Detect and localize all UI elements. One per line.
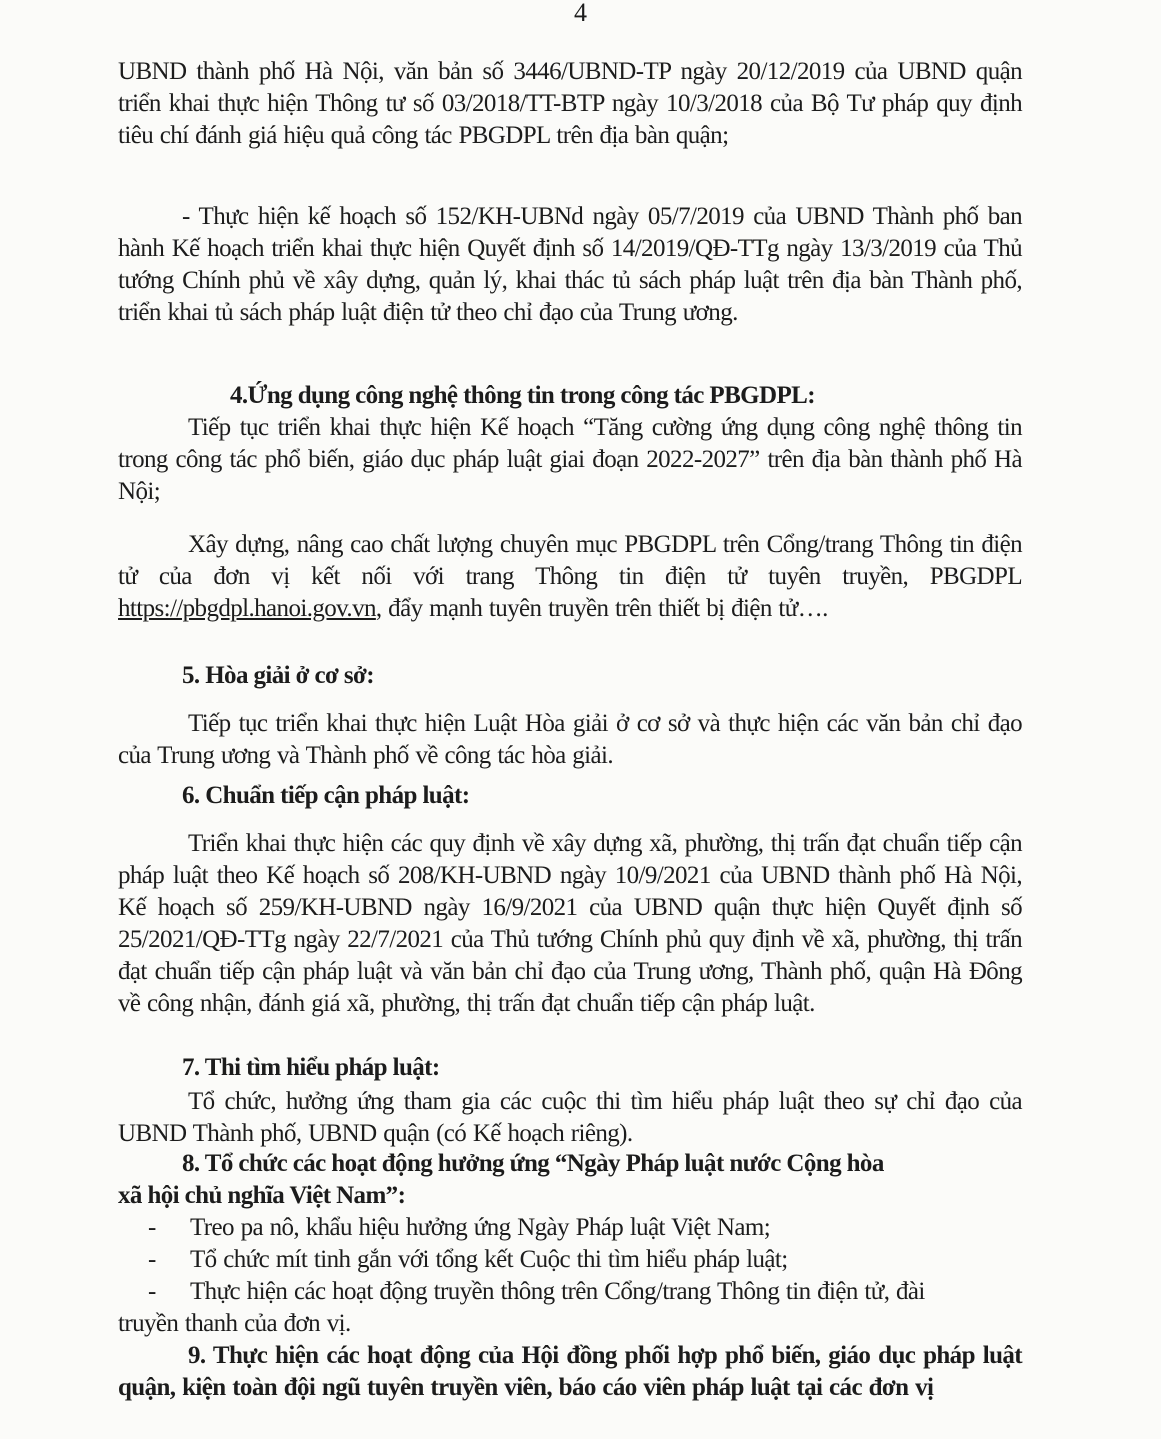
section-4-heading: 4.Ứng dụng công nghệ thông tin trong công tác PBGDPL:	[230, 382, 815, 409]
section-4-paragraph-2-after: , đẩy mạnh tuyên truyền trên thiết bị điện tử….	[375, 595, 828, 622]
section-9-heading-text: 9. Thực hiện các hoạt động của Hội đồng phối hợp phổ biến, giáo dục pháp luật quận, kiện toàn đội ngũ tuyên truyền viên, báo cáo viên pháp luật tại các đơn vị	[118, 1342, 1022, 1401]
section-5-heading: 5. Hòa giải ở cơ sở:	[182, 662, 375, 689]
section-5-paragraph-1-text: Tiếp tục triển khai thực hiện Luật Hòa giải ở cơ sở và thực hiện các văn bản chỉ đạo của Trung ương và Thành phố về công tác hòa giải.	[118, 710, 1022, 769]
paragraph-intro-text: UBND thành phố Hà Nội, văn bản số 3446/UBND-TP ngày 20/12/2019 của UBND quận triển khai thực hiện Thông tư số 03/2018/TT-BTP ngày 10/3/2018 của Bộ Tư pháp quy định tiêu chí đánh giá hiệu quả công tác PBGDPL trên địa bàn quận;	[118, 58, 1022, 149]
section-7-paragraph-1-text: Tổ chức, hưởng ứng tham gia các cuộc thi tìm hiểu pháp luật theo sự chỉ đạo của UBND Thành phố, UBND quận (có Kế hoạch riêng).	[118, 1088, 1022, 1147]
section-4-paragraph-2	[118, 529, 1022, 625]
section-6-heading: 6. Chuẩn tiếp cận pháp luật:	[182, 782, 470, 809]
bullet-item-continuation: truyền thanh của đơn vị.	[118, 1310, 351, 1337]
section-6-paragraph-1	[118, 828, 1022, 1020]
bullet-dash: -	[148, 1246, 156, 1273]
paragraph-plan-152	[118, 201, 1022, 329]
section-9-heading	[118, 1340, 1022, 1404]
bullet-dash: -	[148, 1214, 156, 1241]
bullet-item	[118, 1276, 1022, 1308]
paragraph-intro	[118, 56, 1022, 152]
section-8-heading-line-1: 8. Tổ chức các hoạt động hưởng ứng “Ngày Pháp luật nước Cộng hòa	[182, 1150, 884, 1177]
pbgdpl-website-link[interactable]: https://pbgdpl.hanoi.gov.vn	[118, 595, 376, 622]
bullet-item-text: Treo pa nô, khẩu hiệu hưởng ứng Ngày Pháp luật Việt Nam;	[190, 1214, 771, 1241]
paragraph-plan-152-text: - Thực hiện kế hoạch số 152/KH-UBNd ngày 05/7/2019 của UBND Thành phố ban hành Kế hoạch triển khai thực hiện Quyết định số 14/2019/QĐ-TTg ngày 13/3/2019 của Thủ tướng Chính phủ về xây dựng, quản lý, khai thác tủ sách pháp luật trên địa bàn Thành phố, triển khai tủ sách pháp luật điện tử theo chỉ đạo của Trung ương.	[118, 203, 1022, 326]
bullet-item-text: Thực hiện các hoạt động truyền thông trên Cổng/trang Thông tin điện tử, đài	[190, 1278, 925, 1305]
bullet-item	[118, 1244, 1022, 1276]
section-7-paragraph-1	[118, 1086, 1022, 1150]
section-4-paragraph-2-before: Xây dựng, nâng cao chất lượng chuyên mục PBGDPL trên Cổng/trang Thông tin điện tử của đơn vị kết nối với trang Thông tin điện tử tuyên truyền, PBGDPL	[118, 531, 1022, 590]
section-8-heading-line-2: xã hội chủ nghĩa Việt Nam”:	[118, 1182, 406, 1209]
bullet-item-text: Tổ chức mít tinh gắn với tổng kết Cuộc thi tìm hiểu pháp luật;	[190, 1246, 788, 1273]
bullet-dash: -	[148, 1278, 156, 1305]
section-8-bullet-list	[118, 1212, 1022, 1340]
section-4-paragraph-1-text: Tiếp tục triển khai thực hiện Kế hoạch “Tăng cường ứng dụng công nghệ thông tin trong công tác phổ biến, giáo dục pháp luật giai đoạn 2022-2027” trên địa bàn thành phố Hà Nội;	[118, 414, 1022, 505]
section-4-paragraph-1	[118, 412, 1022, 508]
bullet-item	[118, 1212, 1022, 1244]
section-7-heading: 7. Thi tìm hiểu pháp luật:	[182, 1054, 440, 1081]
section-6-paragraph-1-text: Triển khai thực hiện các quy định về xây dựng xã, phường, thị trấn đạt chuẩn tiếp cận pháp luật theo Kế hoạch số 208/KH-UBND ngày 10/9/2021 của UBND thành phố Hà Nội, Kế hoạch số 259/KH-UBND ngày 16/9/2021 của UBND quận thực hiện Quyết định số 25/2021/QĐ-TTg ngày 22/7/2021 của Thủ tướng Chính phủ quy định về xã, phường, thị trấn đạt chuẩn tiếp cận pháp luật và văn bản chỉ đạo của Trung ương, Thành phố, quận Hà Đông về công nhận, đánh giá xã, phường, thị trấn đạt chuẩn tiếp cận pháp luật.	[118, 830, 1022, 1017]
section-4-paragraph-2-text	[118, 529, 1022, 625]
page-number: 4	[574, 0, 587, 27]
section-5-paragraph-1	[118, 708, 1022, 772]
